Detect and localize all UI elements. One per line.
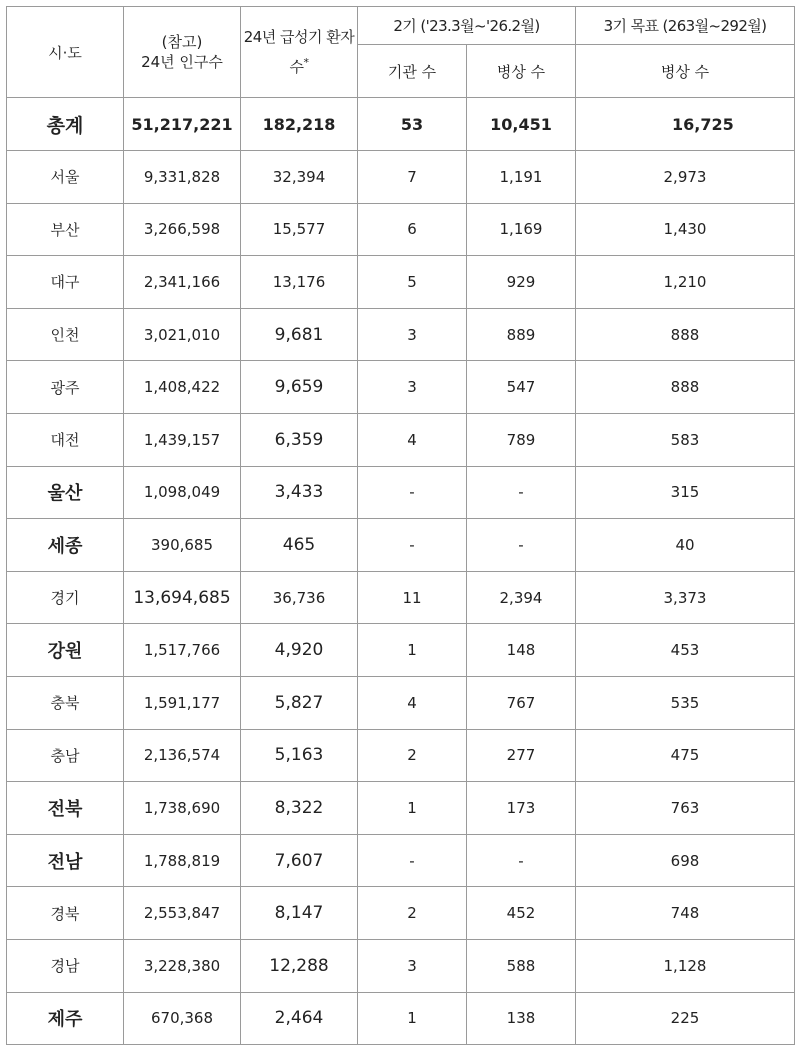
beds-phase3-cell: 888: [576, 361, 795, 414]
region-name: 광주: [7, 361, 124, 414]
acute-patients-cell: 465: [241, 519, 358, 572]
total-beds-phase2: 10,451: [467, 98, 576, 151]
population-cell: 2,136,574: [124, 729, 241, 782]
beds-phase2-cell: 767: [467, 676, 576, 729]
population-cell: 1,517,766: [124, 624, 241, 677]
region-name: 충북: [7, 676, 124, 729]
total-label: 총계: [7, 98, 124, 151]
population-cell: 670,368: [124, 992, 241, 1045]
beds-phase3-cell: 535: [576, 676, 795, 729]
region-name: 경기: [7, 571, 124, 624]
beds-phase3-cell: 315: [576, 466, 795, 519]
institutions-cell: -: [358, 519, 467, 572]
table-row: [7, 676, 795, 729]
acute-patients-cell: 12,288: [241, 939, 358, 992]
population-cell: 2,341,166: [124, 256, 241, 309]
population-cell: 390,685: [124, 519, 241, 572]
table-row: [7, 782, 795, 835]
population-cell: 13,694,685: [124, 571, 241, 624]
acute-patients-cell: 13,176: [241, 256, 358, 309]
header-population-line2: 24년 인구수: [141, 53, 223, 71]
population-cell: 1,408,422: [124, 361, 241, 414]
population-cell: 3,266,598: [124, 203, 241, 256]
beds-phase2-cell: 2,394: [467, 571, 576, 624]
acute-patients-cell: 4,920: [241, 624, 358, 677]
acute-patients-cell: 5,163: [241, 729, 358, 782]
population-cell: 9,331,828: [124, 151, 241, 204]
institutions-cell: 3: [358, 308, 467, 361]
institutions-cell: 11: [358, 571, 467, 624]
beds-phase2-cell: 547: [467, 361, 576, 414]
institutions-cell: 4: [358, 413, 467, 466]
total-institutions: 53: [358, 98, 467, 151]
institutions-cell: 4: [358, 676, 467, 729]
institutions-cell: 7: [358, 151, 467, 204]
population-cell: 1,591,177: [124, 676, 241, 729]
institutions-cell: 3: [358, 939, 467, 992]
beds-phase2-cell: -: [467, 519, 576, 572]
acute-patients-cell: 5,827: [241, 676, 358, 729]
population-cell: 3,021,010: [124, 308, 241, 361]
institutions-cell: 1: [358, 624, 467, 677]
beds-phase3-cell: 453: [576, 624, 795, 677]
institutions-cell: 1: [358, 992, 467, 1045]
table-row: [7, 256, 795, 309]
region-name: 제주: [7, 992, 124, 1045]
region-name: 울산: [7, 466, 124, 519]
region-name: 대전: [7, 413, 124, 466]
header-beds-phase3: 병상 수: [576, 45, 795, 98]
acute-patients-cell: 6,359: [241, 413, 358, 466]
table-row: [7, 887, 795, 940]
acute-patients-cell: 3,433: [241, 466, 358, 519]
beds-phase3-cell: 40: [576, 519, 795, 572]
table-row: [7, 939, 795, 992]
region-name: 서울: [7, 151, 124, 204]
region-name: 인천: [7, 308, 124, 361]
region-name: 경남: [7, 939, 124, 992]
institutions-cell: 2: [358, 887, 467, 940]
region-name: 전남: [7, 834, 124, 887]
table-row: [7, 519, 795, 572]
acute-patients-cell: 2,464: [241, 992, 358, 1045]
table-row: [7, 624, 795, 677]
beds-phase2-cell: 138: [467, 992, 576, 1045]
region-name: 충남: [7, 729, 124, 782]
total-beds-phase3: 16,725: [576, 98, 795, 151]
beds-phase2-cell: 277: [467, 729, 576, 782]
beds-phase3-cell: 748: [576, 887, 795, 940]
beds-phase3-cell: 1,210: [576, 256, 795, 309]
table-row: [7, 361, 795, 414]
table-row: [7, 203, 795, 256]
beds-phase2-cell: -: [467, 466, 576, 519]
total-patients: 182,218: [241, 98, 358, 151]
table-row: [7, 413, 795, 466]
beds-phase2-cell: 889: [467, 308, 576, 361]
table-row: [7, 729, 795, 782]
region-name: 강원: [7, 624, 124, 677]
institutions-cell: -: [358, 466, 467, 519]
beds-phase3-cell: 698: [576, 834, 795, 887]
population-cell: 1,788,819: [124, 834, 241, 887]
header-acute-patients: [241, 7, 358, 98]
header-sido: 시·도: [7, 7, 124, 98]
institutions-cell: 2: [358, 729, 467, 782]
beds-phase3-cell: 2,973: [576, 151, 795, 204]
population-cell: 1,738,690: [124, 782, 241, 835]
acute-patients-cell: 8,147: [241, 887, 358, 940]
beds-phase3-cell: 1,128: [576, 939, 795, 992]
acute-patients-cell: 32,394: [241, 151, 358, 204]
acute-patients-cell: 9,659: [241, 361, 358, 414]
beds-phase3-cell: 1,430: [576, 203, 795, 256]
institutions-cell: 5: [358, 256, 467, 309]
total-row: [7, 98, 795, 151]
beds-phase2-cell: 1,169: [467, 203, 576, 256]
population-cell: 1,439,157: [124, 413, 241, 466]
beds-phase3-cell: 475: [576, 729, 795, 782]
header-beds-phase2: 병상 수: [467, 45, 576, 98]
beds-phase2-cell: 148: [467, 624, 576, 677]
population-cell: 2,553,847: [124, 887, 241, 940]
beds-phase3-cell: 3,373: [576, 571, 795, 624]
acute-patients-cell: 36,736: [241, 571, 358, 624]
header-population-line1: (참고): [161, 33, 203, 51]
beds-phase3-cell: 763: [576, 782, 795, 835]
header-phase2: 2기 ('23.3월~'26.2월): [358, 7, 576, 45]
region-name: 전북: [7, 782, 124, 835]
beds-phase2-cell: 173: [467, 782, 576, 835]
beds-phase2-cell: 929: [467, 256, 576, 309]
header-institutions: 기관 수: [358, 45, 467, 98]
acute-patients-cell: 8,322: [241, 782, 358, 835]
acute-patients-cell: 15,577: [241, 203, 358, 256]
header-acute-patients-line2: 수: [289, 58, 304, 76]
institutions-cell: 6: [358, 203, 467, 256]
region-name: 대구: [7, 256, 124, 309]
region-name: 세종: [7, 519, 124, 572]
table-row: [7, 151, 795, 204]
table-row: [7, 571, 795, 624]
table-row: [7, 466, 795, 519]
header-phase3: 3기 목표 (263월~292월): [576, 7, 795, 45]
total-population: 51,217,221: [124, 98, 241, 151]
region-name: 경북: [7, 887, 124, 940]
table-row: [7, 992, 795, 1045]
institutions-cell: 1: [358, 782, 467, 835]
beds-phase2-cell: 452: [467, 887, 576, 940]
region-name: 부산: [7, 203, 124, 256]
institutions-cell: -: [358, 834, 467, 887]
regional-beds-table: [6, 6, 795, 1045]
acute-patients-cell: 7,607: [241, 834, 358, 887]
beds-phase3-cell: 888: [576, 308, 795, 361]
beds-phase2-cell: -: [467, 834, 576, 887]
institutions-cell: 3: [358, 361, 467, 414]
acute-patients-cell: 9,681: [241, 308, 358, 361]
beds-phase3-cell: 583: [576, 413, 795, 466]
header-acute-patients-line1: 24년 급성기 환자: [243, 28, 355, 46]
table-row: [7, 834, 795, 887]
beds-phase3-cell: 225: [576, 992, 795, 1045]
beds-phase2-cell: 588: [467, 939, 576, 992]
footnote-mark: *: [303, 56, 309, 69]
header-population: [124, 7, 241, 98]
beds-phase2-cell: 1,191: [467, 151, 576, 204]
beds-phase2-cell: 789: [467, 413, 576, 466]
population-cell: 3,228,380: [124, 939, 241, 992]
table-row: [7, 308, 795, 361]
population-cell: 1,098,049: [124, 466, 241, 519]
